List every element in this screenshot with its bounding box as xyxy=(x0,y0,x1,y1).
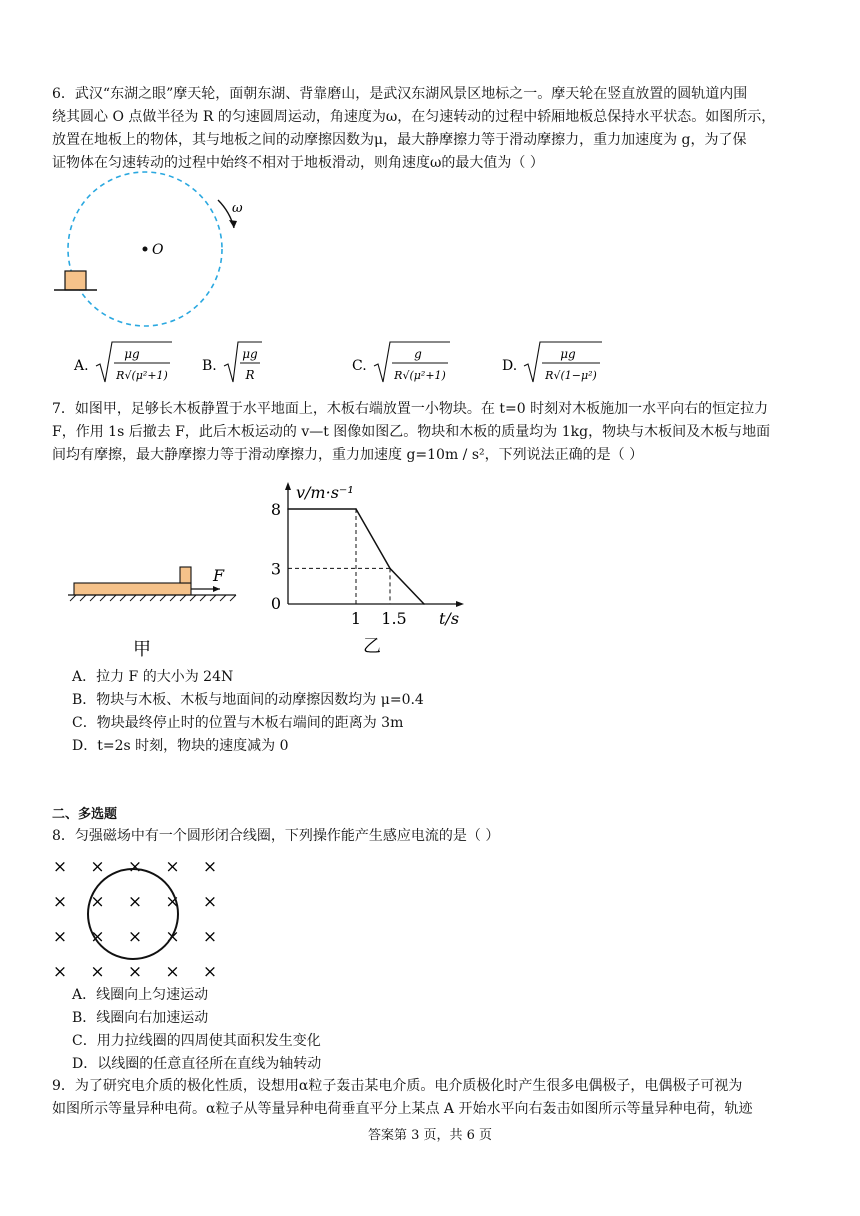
q6-line-2: 绕其圆心 O 点做半径为 R 的匀速圆周运动，角速度为ω，在匀速转动的过程中轿厢地板总保持水平状态。如图所示， xyxy=(52,109,776,125)
center-dot xyxy=(143,247,148,252)
field-cross: × xyxy=(52,962,68,980)
field-cross: × xyxy=(90,857,105,877)
q6-line-3: 放置在地板上的物体，其与地板之间的动摩擦因数为μ，最大静摩擦力等于滑动摩擦力，重力加速度为 g，为了保 xyxy=(52,132,747,148)
object-block xyxy=(65,271,86,290)
x-tick-1-5: 1.5 xyxy=(381,609,407,628)
field-cross: × xyxy=(202,857,218,877)
force-arrowhead xyxy=(213,586,220,592)
field-cross: × xyxy=(127,927,143,947)
q9-line-1: 9．为了研究电介质的极化性质，设想用α粒子轰击某电介质。电介质极化时产生很多电偶极子，电偶极子可视为 xyxy=(52,1078,743,1094)
svg-text:μg: μg xyxy=(242,347,258,361)
dashed-guides xyxy=(288,509,390,604)
small-block xyxy=(180,567,191,583)
field-cross: × xyxy=(90,892,105,912)
q8-option-b: B．线圈向右加速运动 xyxy=(72,1010,209,1026)
q7-option-a: A．拉力 F 的大小为 24N xyxy=(72,669,234,685)
field-cross: × xyxy=(202,927,218,947)
field-cross: × xyxy=(165,962,180,980)
velocity-point xyxy=(389,568,391,570)
field-cross: × xyxy=(52,927,68,947)
q8-option-a: A．线圈向上匀速运动 xyxy=(72,987,209,1003)
q7-option-d: D．t=2s 时刻，物块的速度减为 0 xyxy=(72,738,289,754)
q6-option-a xyxy=(73,342,172,382)
field-cross: × xyxy=(90,927,105,947)
origin-label: 0 xyxy=(270,594,281,613)
field-cross: × xyxy=(202,892,218,912)
omega-label: ω xyxy=(232,201,243,216)
ground-hatch xyxy=(70,595,236,601)
y-tick-3: 3 xyxy=(270,559,281,579)
q6-option-b xyxy=(202,342,262,382)
section-title: 二、多选题 xyxy=(52,807,118,822)
field-cross: × xyxy=(202,962,218,980)
q7-option-c: C．物块最终停止时的位置与木板右端间的距离为 3m xyxy=(72,715,404,731)
fig-yi-caption: 乙 xyxy=(363,636,381,657)
velocity-point xyxy=(355,508,357,510)
y-axis-label: v/m·s⁻¹ xyxy=(296,483,354,502)
q6-line-4: 证物体在匀速转动的过程中始终不相对于地板滑动，则角速度ω的最大值为（ ） xyxy=(52,155,544,171)
fig-yi-chart xyxy=(260,474,480,664)
q6-line-1: 6．武汉“东湖之眼”摩天轮，面朝东湖、背靠磨山，是武汉东湖风景区地标之一。摩天轮在竖直放置的圆轨道内围 xyxy=(52,86,748,102)
velocity-point xyxy=(287,508,289,510)
field-cross: × xyxy=(165,927,180,947)
q6-option-d xyxy=(502,342,602,382)
x-tick-1: 1 xyxy=(350,609,362,628)
svg-text:μg: μg xyxy=(124,347,140,361)
x-axis-arrow xyxy=(456,601,464,607)
ferris-wheel-figure xyxy=(50,170,290,330)
q7-line-1: 7．如图甲，足够长木板静置于水平地面上，木板右端放置一小物块。在 t=0 时刻对木板施加一水平向右的恒定拉力 xyxy=(52,401,769,417)
field-cross: × xyxy=(90,962,105,980)
svg-text:g: g xyxy=(414,347,422,361)
q7-option-b: B．物块与木板、木板与地面间的动摩擦因数均为 μ=0.4 xyxy=(72,692,424,708)
svg-text:C.: C. xyxy=(352,358,367,374)
fig-jia xyxy=(60,555,250,665)
field-cross: × xyxy=(127,857,143,877)
page-footer: 答案第 3 页，共 6 页 xyxy=(367,1128,493,1143)
q7-line-2: F，作用 1s 后撤去 F，此后木板运动的 v—t 图像如图乙。物块和木板的质量均为 1kg，物块与木板间及木板与地面 xyxy=(52,424,771,440)
q8-option-c: C．用力拉线圈的四周使其面积发生变化 xyxy=(72,1033,321,1049)
force-label: F xyxy=(213,566,225,585)
field-cross-grid xyxy=(53,857,217,980)
q6-option-c xyxy=(352,342,450,382)
field-cross: × xyxy=(165,857,180,877)
svg-text:R√(μ²+1): R√(μ²+1) xyxy=(116,369,168,382)
q9-line-2: 如图所示等量异种电荷。α粒子从等量异种电荷垂直平分上某点 A 开始水平向右轰击如图所示等量异种电荷，轨迹 xyxy=(52,1101,753,1117)
long-board xyxy=(74,583,191,595)
field-cross: × xyxy=(52,857,68,877)
fig-jia-caption: 甲 xyxy=(133,639,151,660)
magnetic-field-figure xyxy=(48,852,228,980)
y-tick-8: 8 xyxy=(270,500,281,519)
y-axis-arrow xyxy=(285,482,291,490)
svg-text:R√(μ²+1): R√(μ²+1) xyxy=(394,369,446,382)
q7-line-3: 间均有摩擦，最大静摩擦力等于滑动摩擦力，重力加速度 g=10m / s²，下列说法正确的是（ ） xyxy=(52,447,644,463)
field-cross: × xyxy=(165,892,180,912)
svg-text:A.: A. xyxy=(74,358,89,374)
field-cross: × xyxy=(52,892,68,912)
svg-text:D.: D. xyxy=(502,358,518,374)
center-label: O xyxy=(152,242,164,258)
field-cross: × xyxy=(127,962,143,980)
svg-text:B.: B. xyxy=(202,358,217,374)
svg-text:R√(1−μ²): R√(1−μ²) xyxy=(545,369,597,382)
velocity-points xyxy=(287,508,425,605)
svg-text:μg: μg xyxy=(560,347,576,361)
q6-options xyxy=(72,338,632,390)
q8-option-d: D．以线圈的任意直径所在直线为轴转动 xyxy=(72,1056,322,1072)
velocity-point xyxy=(423,603,425,605)
svg-text:R: R xyxy=(245,368,255,382)
x-axis-label: t/s xyxy=(439,609,460,628)
field-cross: × xyxy=(127,892,143,912)
q8-line: 8．匀强磁场中有一个圆形闭合线圈，下列操作能产生感应电流的是（ ） xyxy=(52,828,500,844)
